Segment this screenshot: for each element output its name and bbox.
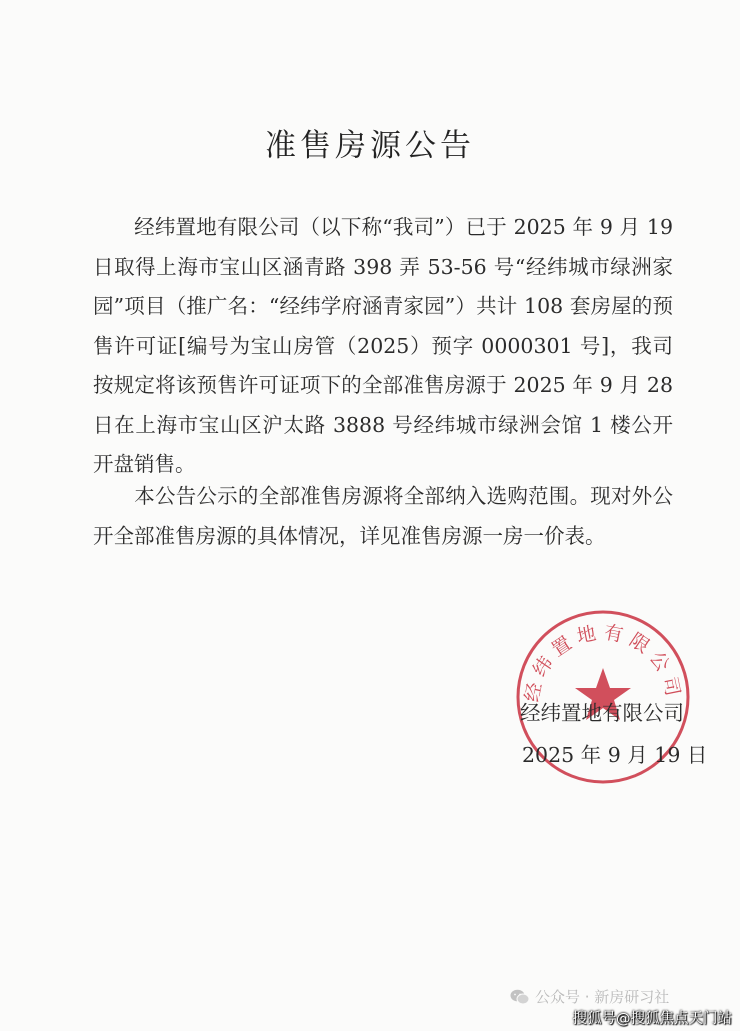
announcement-paragraph-1 [93,208,673,485]
page-title: 准售房源公告 [265,128,475,164]
account-watermark-text: 公众号 · 新房研习社 [535,988,670,1006]
paragraph-1-text: 经纬置地有限公司（以下称“我司”）已于 2025 年 9 月 19 日取得上海市宝山区涵青路 398 弄 53-56 号“经纬城市绿洲家园”项目（推广名：“经纬学府涵青家园”）共计 108 套房屋的预售许可证[编号为宝山房管（2025）预字 0000301 号]，我司按规定将该预售许可证项下的全部准售房源于 2025 年 9 月 28 日在上海市宝山区沪太路 3888 号经纬城市绿洲会馆 1 楼公开开盘销售。 [93,215,673,476]
signing-date: 2025 年 9 月 19 日 [522,743,708,767]
signer-name: 经纬置地有限公司 [520,701,684,725]
account-watermark [510,986,669,1007]
paragraph-2-text: 本公告公示的全部准售房源将全部纳入选购范围。现对外公开全部准售房源的具体情况，详见准售房源一房一价表。 [93,484,673,548]
sohu-watermark: 搜狐号@搜狐焦点天门站 [572,1011,732,1027]
announcement-paragraph-2 [93,477,673,556]
seal-text: 经纬置地有限公司 [521,621,685,704]
wechat-icon [510,989,530,1005]
